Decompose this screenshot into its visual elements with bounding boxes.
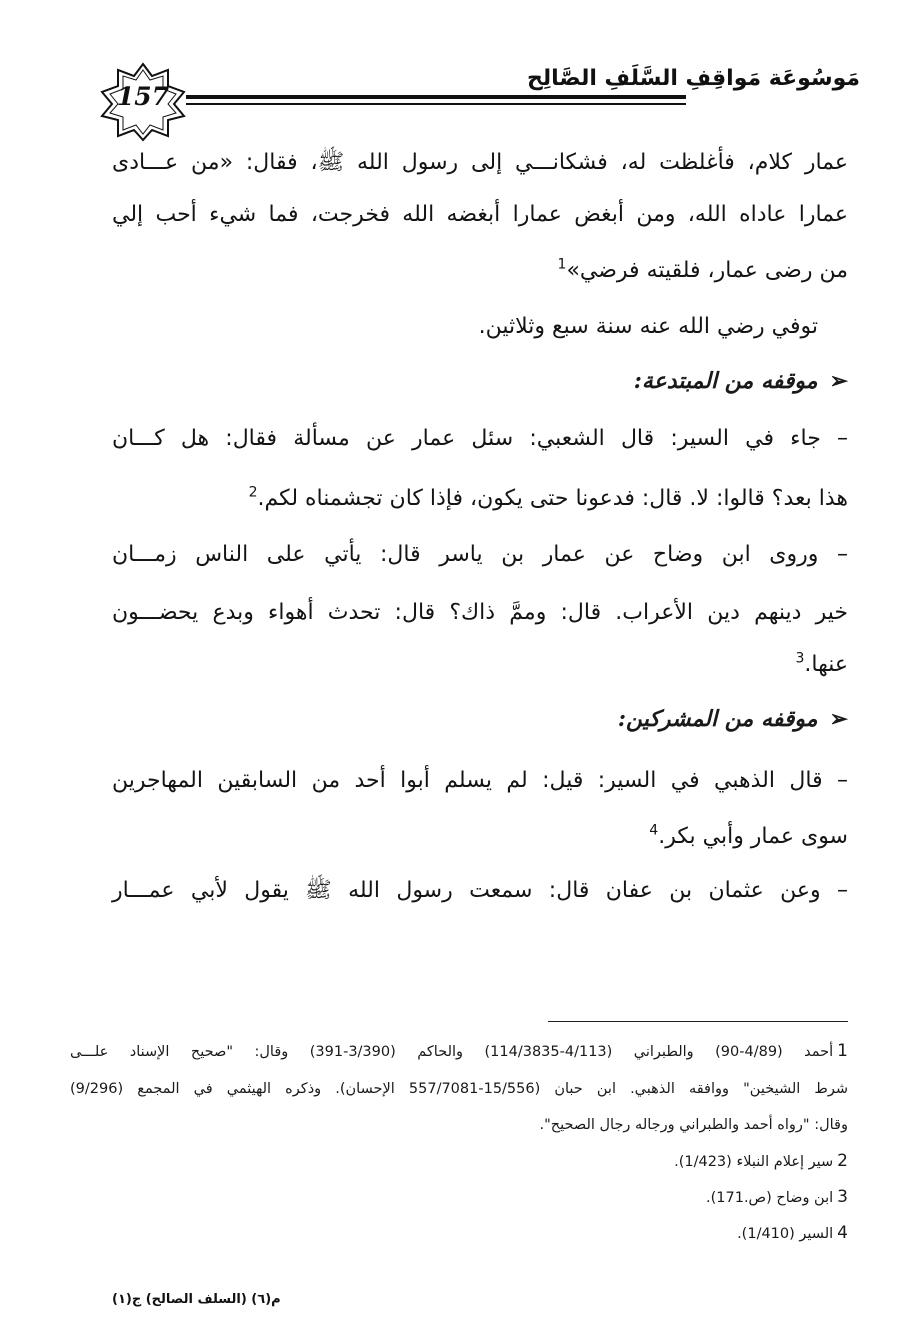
arrow-bullet-icon: ➢ — [829, 706, 848, 732]
section-heading: ➢موقفه من المبتدعة: — [633, 368, 848, 394]
text-line: عنها.$^3$ — [795, 650, 848, 677]
book-title: مَوسُوعَة مَواقِفِ السَّلَفِ الصَّالِح — [527, 66, 860, 91]
footnote-ref: 2 — [248, 484, 258, 501]
footnote-ref: 4 — [649, 822, 659, 839]
text-line: هذا بعد؟ قالوا: لا. قال: فدعونا حتى يكون، فإذا كان تجشمناه لكم.$^2$ — [248, 484, 848, 511]
printer-signature: م(٦) (السلف الصالح) ج(١) — [112, 1292, 281, 1307]
footnote-line: شرط الشيخين" ووافقه الذهبي. ابن حبان (15/556-557/7081 الإحسان). وذكره الهيثمي في المجمع (9/296) — [70, 1081, 848, 1097]
section-heading: ➢موقفه من المشركين: — [617, 706, 848, 732]
text-line: – قال الذهبي في السير: قيل: لم يسلم أبوا أحد من السابقين المهاجرين — [112, 768, 848, 793]
text-line: عمارا عاداه الله، ومن أبغض عمارا أبغضه الله فخرجت، فما شيء أحب إلي — [112, 202, 848, 227]
footnote-line: وقال: "رواه أحمد والطبراني ورجاله رجال الصحيح". — [539, 1117, 848, 1133]
text-line: – جاء في السير: قال الشعبي: سئل عمار عن مسألة فقال: هل كـــان — [112, 426, 848, 451]
page-header — [100, 62, 860, 142]
footnote-line: 4السير (1/410). — [737, 1223, 848, 1243]
page-number: 157 — [116, 82, 170, 111]
footnote-separator — [548, 1021, 848, 1022]
text-line: – وعن عثمان بن عفان قال: سمعت رسول الله ﷺ يقول لأبي عمـــار — [112, 878, 848, 903]
text-line: خير دينهم دين الأعراب. قال: وممَّ ذاك؟ قال: تحدث أهواء وبدع يحضـــون — [112, 600, 848, 625]
text-line: سوى عمار وأبي بكر.$^4$ — [649, 822, 848, 849]
footnote-ref: 1 — [557, 256, 567, 273]
text-line: توفي رضي الله عنه سنة سبع وثلاثين. — [478, 314, 818, 339]
page-number-badge — [100, 62, 186, 142]
text-line: – وروى ابن وضاح عن عمار بن ياسر قال: يأتي على الناس زمـــان — [112, 542, 848, 567]
footnote-line: 3ابن وضاح (ص.171). — [705, 1187, 848, 1207]
text-line: عمار كلام، فأغلظت له، فشكانـــي إلى رسول الله ﷺ، فقال: «من عـــادى — [112, 150, 848, 175]
arrow-bullet-icon: ➢ — [829, 368, 848, 394]
text-line: من رضى عمار، فلقيته فرضي»$^1$ — [557, 256, 848, 283]
footnote-line: 1أحمد (4/89-90) والطبراني (4/113-114/3835) والحاكم (3/390-391) وقال: "صحيح الإسناد علـــى — [70, 1041, 848, 1061]
footnote-ref: 3 — [795, 650, 805, 667]
footnote-line: 2سير إعلام النبلاء (1/423). — [674, 1151, 848, 1171]
header-rule — [186, 95, 686, 105]
